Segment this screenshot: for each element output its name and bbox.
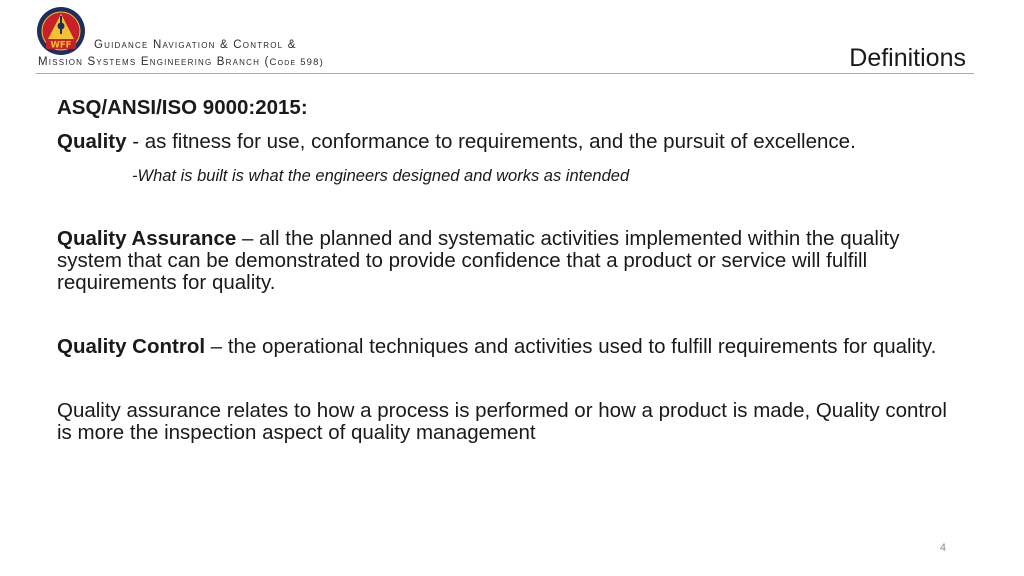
branch-name-line1: Guidance Navigation & Control & bbox=[94, 39, 297, 51]
quality-note: -What is built is what the engineers designed and works as intended bbox=[132, 167, 630, 185]
quality-term: Quality bbox=[57, 130, 127, 153]
quality-assurance-term: Quality Assurance bbox=[57, 227, 237, 250]
slide-title: Definitions bbox=[849, 44, 966, 72]
standard-heading: ASQ/ANSI/ISO 9000:2015: bbox=[57, 96, 308, 119]
logo-text: WFF bbox=[50, 40, 72, 51]
quality-control-term: Quality Control bbox=[57, 335, 206, 358]
relation-paragraph: Quality assurance relates to how a process is performed or how a product is made, Quality control is more the inspection aspect of quality management bbox=[57, 399, 947, 444]
quality-control-definition bbox=[57, 336, 967, 358]
header-divider bbox=[36, 73, 974, 74]
quality-definition bbox=[57, 131, 967, 153]
slide-content bbox=[57, 97, 967, 444]
quality-control-definition-text: – the operational techniques and activities used to fulfill requirements for quality. bbox=[205, 335, 937, 358]
wff-logo bbox=[36, 6, 86, 56]
branch-name-main: Mission Systems Engineering Branch ( bbox=[38, 56, 270, 68]
quality-definition-text: - as fitness for use, conformance to requirements, and the pursuit of excellence. bbox=[126, 130, 856, 153]
quality-assurance-definition bbox=[57, 228, 967, 294]
quality-assurance-definition-text: – all the planned and systematic activities implemented within the quality system that can be demonstrated to provide confidence that a product or service will fulfill requirements for quality. bbox=[57, 227, 900, 294]
branch-name-line2 bbox=[38, 56, 324, 68]
branch-code: Code 598) bbox=[269, 57, 325, 68]
page-number: 4 bbox=[939, 542, 946, 554]
